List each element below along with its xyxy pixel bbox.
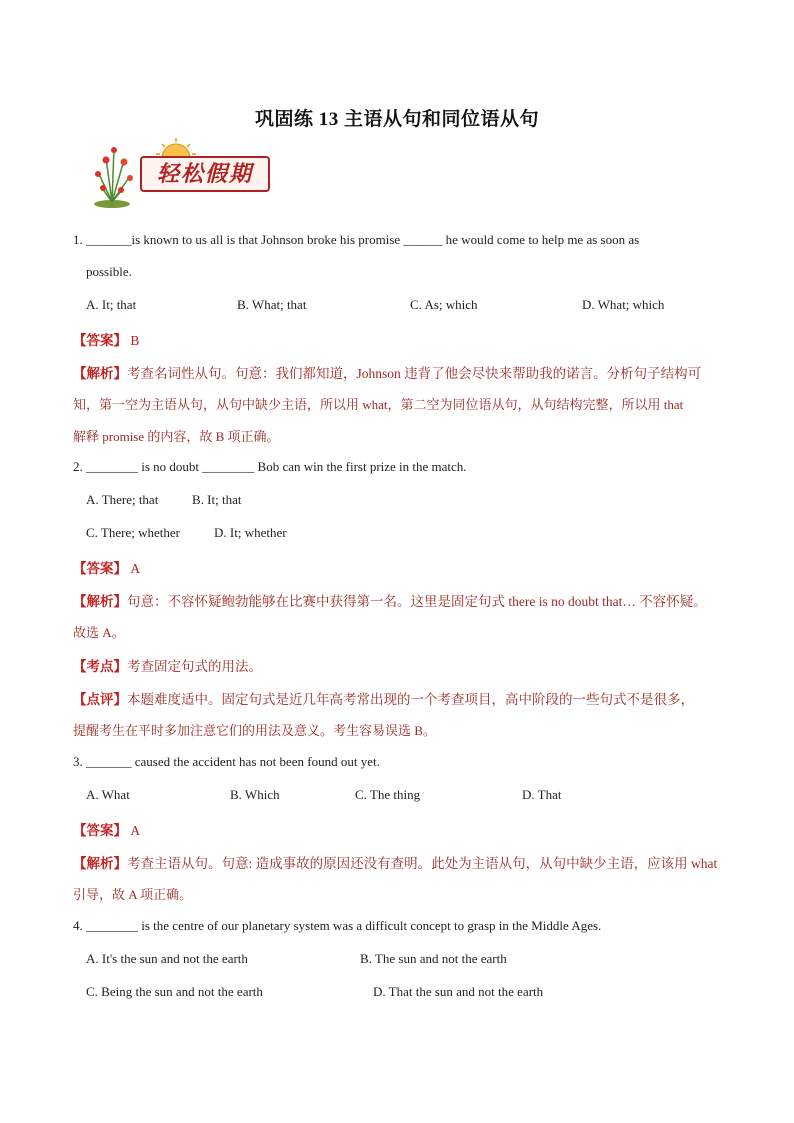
q2-option-c: C. There; whether — [86, 525, 180, 540]
q4-option-b: B. The sun and not the earth — [360, 951, 507, 966]
question-2-stem: 2. ________ is no doubt ________ Bob can win the first prize in the match. — [73, 459, 467, 474]
q2-comment-line2: 提醒考生在平时多加注意它们的用法及意义。考生容易误选 B。 — [73, 723, 436, 738]
q3-answer: 【答案】 A — [73, 823, 141, 838]
q3-option-d: D. That — [522, 787, 562, 802]
question-3-stem: 3. _______ caused the accident has not been found out yet. — [73, 754, 380, 769]
question-1-stem-cont: possible. — [86, 264, 132, 279]
q1-option-a: A. It; that — [86, 297, 137, 312]
q3-option-b: B. Which — [230, 787, 280, 802]
q1-option-c: C. As; which — [410, 297, 478, 312]
q2-option-d: D. It; whether — [214, 525, 287, 540]
q1-analysis-line2: 知，第一空为主语从句，从句中缺少主语，所以用 what，第二空为同位语从句，从句结构完整，所以用 that — [73, 397, 684, 412]
q4-option-a: A. It's the sun and not the earth — [86, 951, 248, 966]
flower-plant-icon — [84, 138, 144, 208]
q1-analysis-line1: 【解析】考查名词性从句。句意：我们都知道，Johnson 违背了他会尽快来帮助我的诺言。分析句子结构可 — [73, 366, 702, 381]
q1-option-b: B. What; that — [237, 297, 307, 312]
q2-comment-line1: 【点评】本题难度适中。固定句式是近几年高考常出现的一个考查项目，高中阶段的一些句式不是很多， — [73, 692, 694, 707]
page-title: 巩固练 13 主语从句和同位语从句 — [254, 109, 539, 130]
q3-analysis-line2: 引导，故 A 项正确。 — [73, 887, 193, 902]
q4-option-c: C. Being the sun and not the earth — [86, 984, 263, 999]
q1-option-d: D. What; which — [582, 297, 665, 312]
q4-option-d: D. That the sun and not the earth — [373, 984, 544, 999]
q3-option-a: A. What — [86, 787, 130, 802]
q2-option-b: B. It; that — [192, 492, 242, 507]
q2-point: 【考点】考查固定句式的用法。 — [73, 659, 262, 674]
q2-answer: 【答案】 A — [73, 561, 141, 576]
q1-answer: 【答案】 B — [73, 333, 140, 348]
q2-analysis-line1: 【解析】句意：不容怀疑鲍勃能够在比赛中获得第一名。这里是固定句式 there is no doubt that… 不容怀疑。 — [73, 594, 707, 609]
question-4-stem: 4. ________ is the centre of our planetary system was a difficult concept to grasp in the Middle Ages. — [73, 918, 602, 933]
q2-option-a: A. There; that — [86, 492, 159, 507]
holiday-banner — [84, 138, 274, 208]
q3-option-c: C. The thing — [355, 787, 421, 802]
q1-analysis-line3: 解释 promise 的内容，故 B 项正确。 — [73, 429, 280, 444]
q2-analysis-line2: 故选 A。 — [73, 625, 125, 640]
q3-analysis-line1: 【解析】考查主语从句。句意: 造成事故的原因还没有查明。此处为主语从句，从句中缺少主语，应该用 what — [73, 856, 718, 871]
banner-title: 轻松假期 — [140, 156, 270, 192]
question-1-stem: 1. _______is known to us all is that Johnson broke his promise ______ he would come to help me as soon as — [73, 232, 640, 247]
